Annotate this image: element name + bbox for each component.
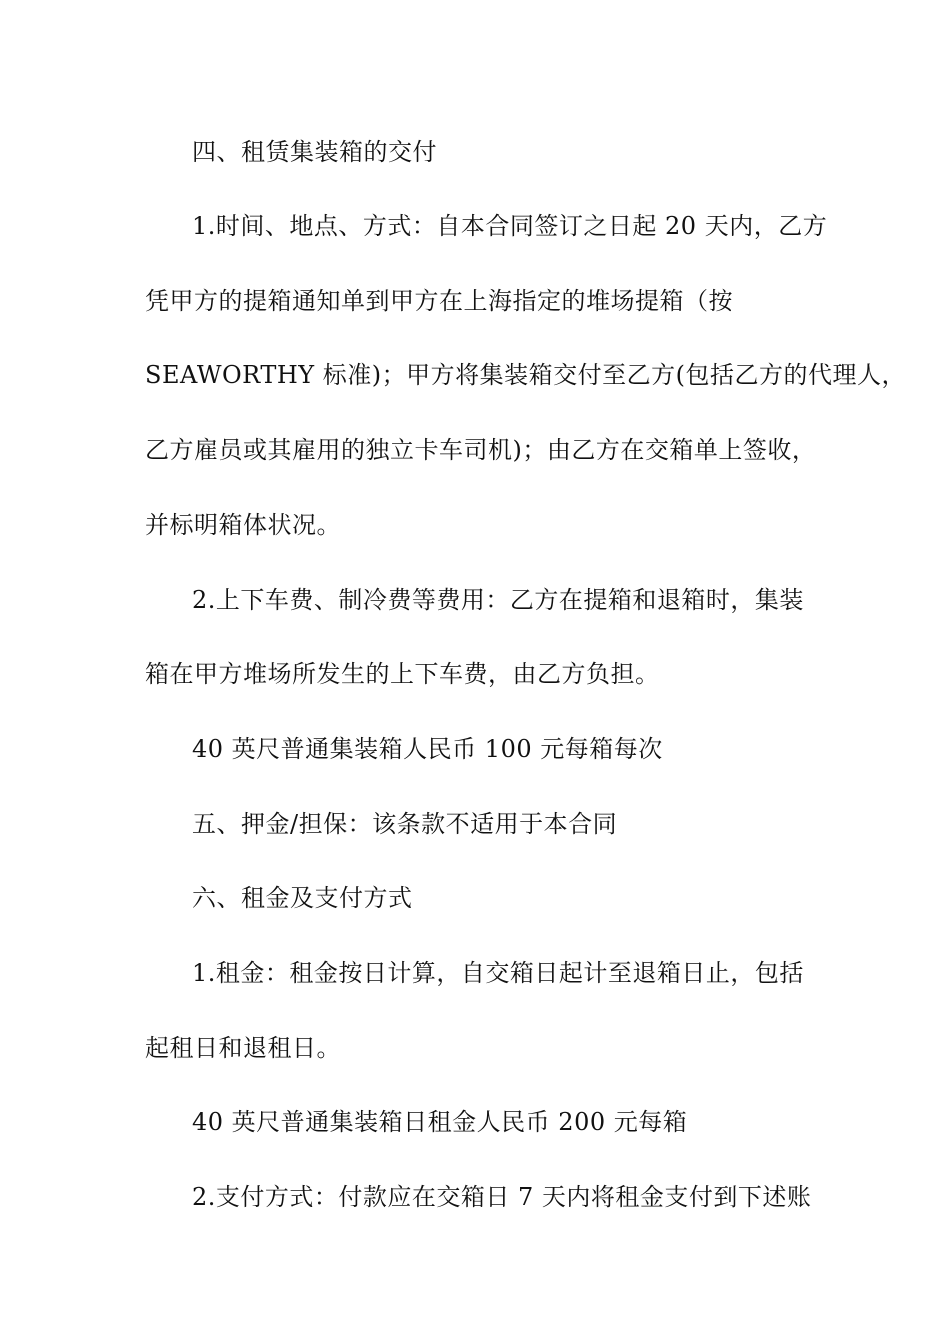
paragraph-line: 并标明箱体状况。 bbox=[145, 511, 341, 539]
paragraph-line: 2.上下车费、制冷费等费用：乙方在提箱和退箱时，集装 bbox=[192, 586, 804, 614]
paragraph-line: 箱在甲方堆场所发生的上下车费，由乙方负担。 bbox=[145, 660, 660, 688]
section-heading-delivery: 四、租赁集装箱的交付 bbox=[192, 138, 437, 166]
paragraph-line: 1.时间、地点、方式：自本合同签订之日起 20 天内，乙方 bbox=[192, 212, 828, 240]
paragraph-line: 凭甲方的提箱通知单到甲方在上海指定的堆场提箱（按 bbox=[145, 287, 733, 315]
paragraph-line: 乙方雇员或其雇用的独立卡车司机)；由乙方在交箱单上签收， bbox=[145, 436, 817, 464]
paragraph-line: 1.租金：租金按日计算，自交箱日起计至退箱日止，包括 bbox=[192, 959, 804, 987]
paragraph-line: SEAWORTHY 标准)；甲方将集装箱交付至乙方(包括乙方的代理人， bbox=[145, 361, 906, 389]
paragraph-line: 起租日和退租日。 bbox=[145, 1034, 341, 1062]
fee-line: 40 英尺普通集装箱人民币 100 元每箱每次 bbox=[192, 735, 663, 763]
section-heading-deposit: 五、押金/担保：该条款不适用于本合同 bbox=[192, 810, 618, 838]
rent-line: 40 英尺普通集装箱日租金人民币 200 元每箱 bbox=[192, 1108, 688, 1136]
section-heading-rent: 六、租金及支付方式 bbox=[192, 884, 413, 912]
paragraph-line: 2.支付方式：付款应在交箱日 7 天内将租金支付到下述账 bbox=[192, 1183, 812, 1211]
